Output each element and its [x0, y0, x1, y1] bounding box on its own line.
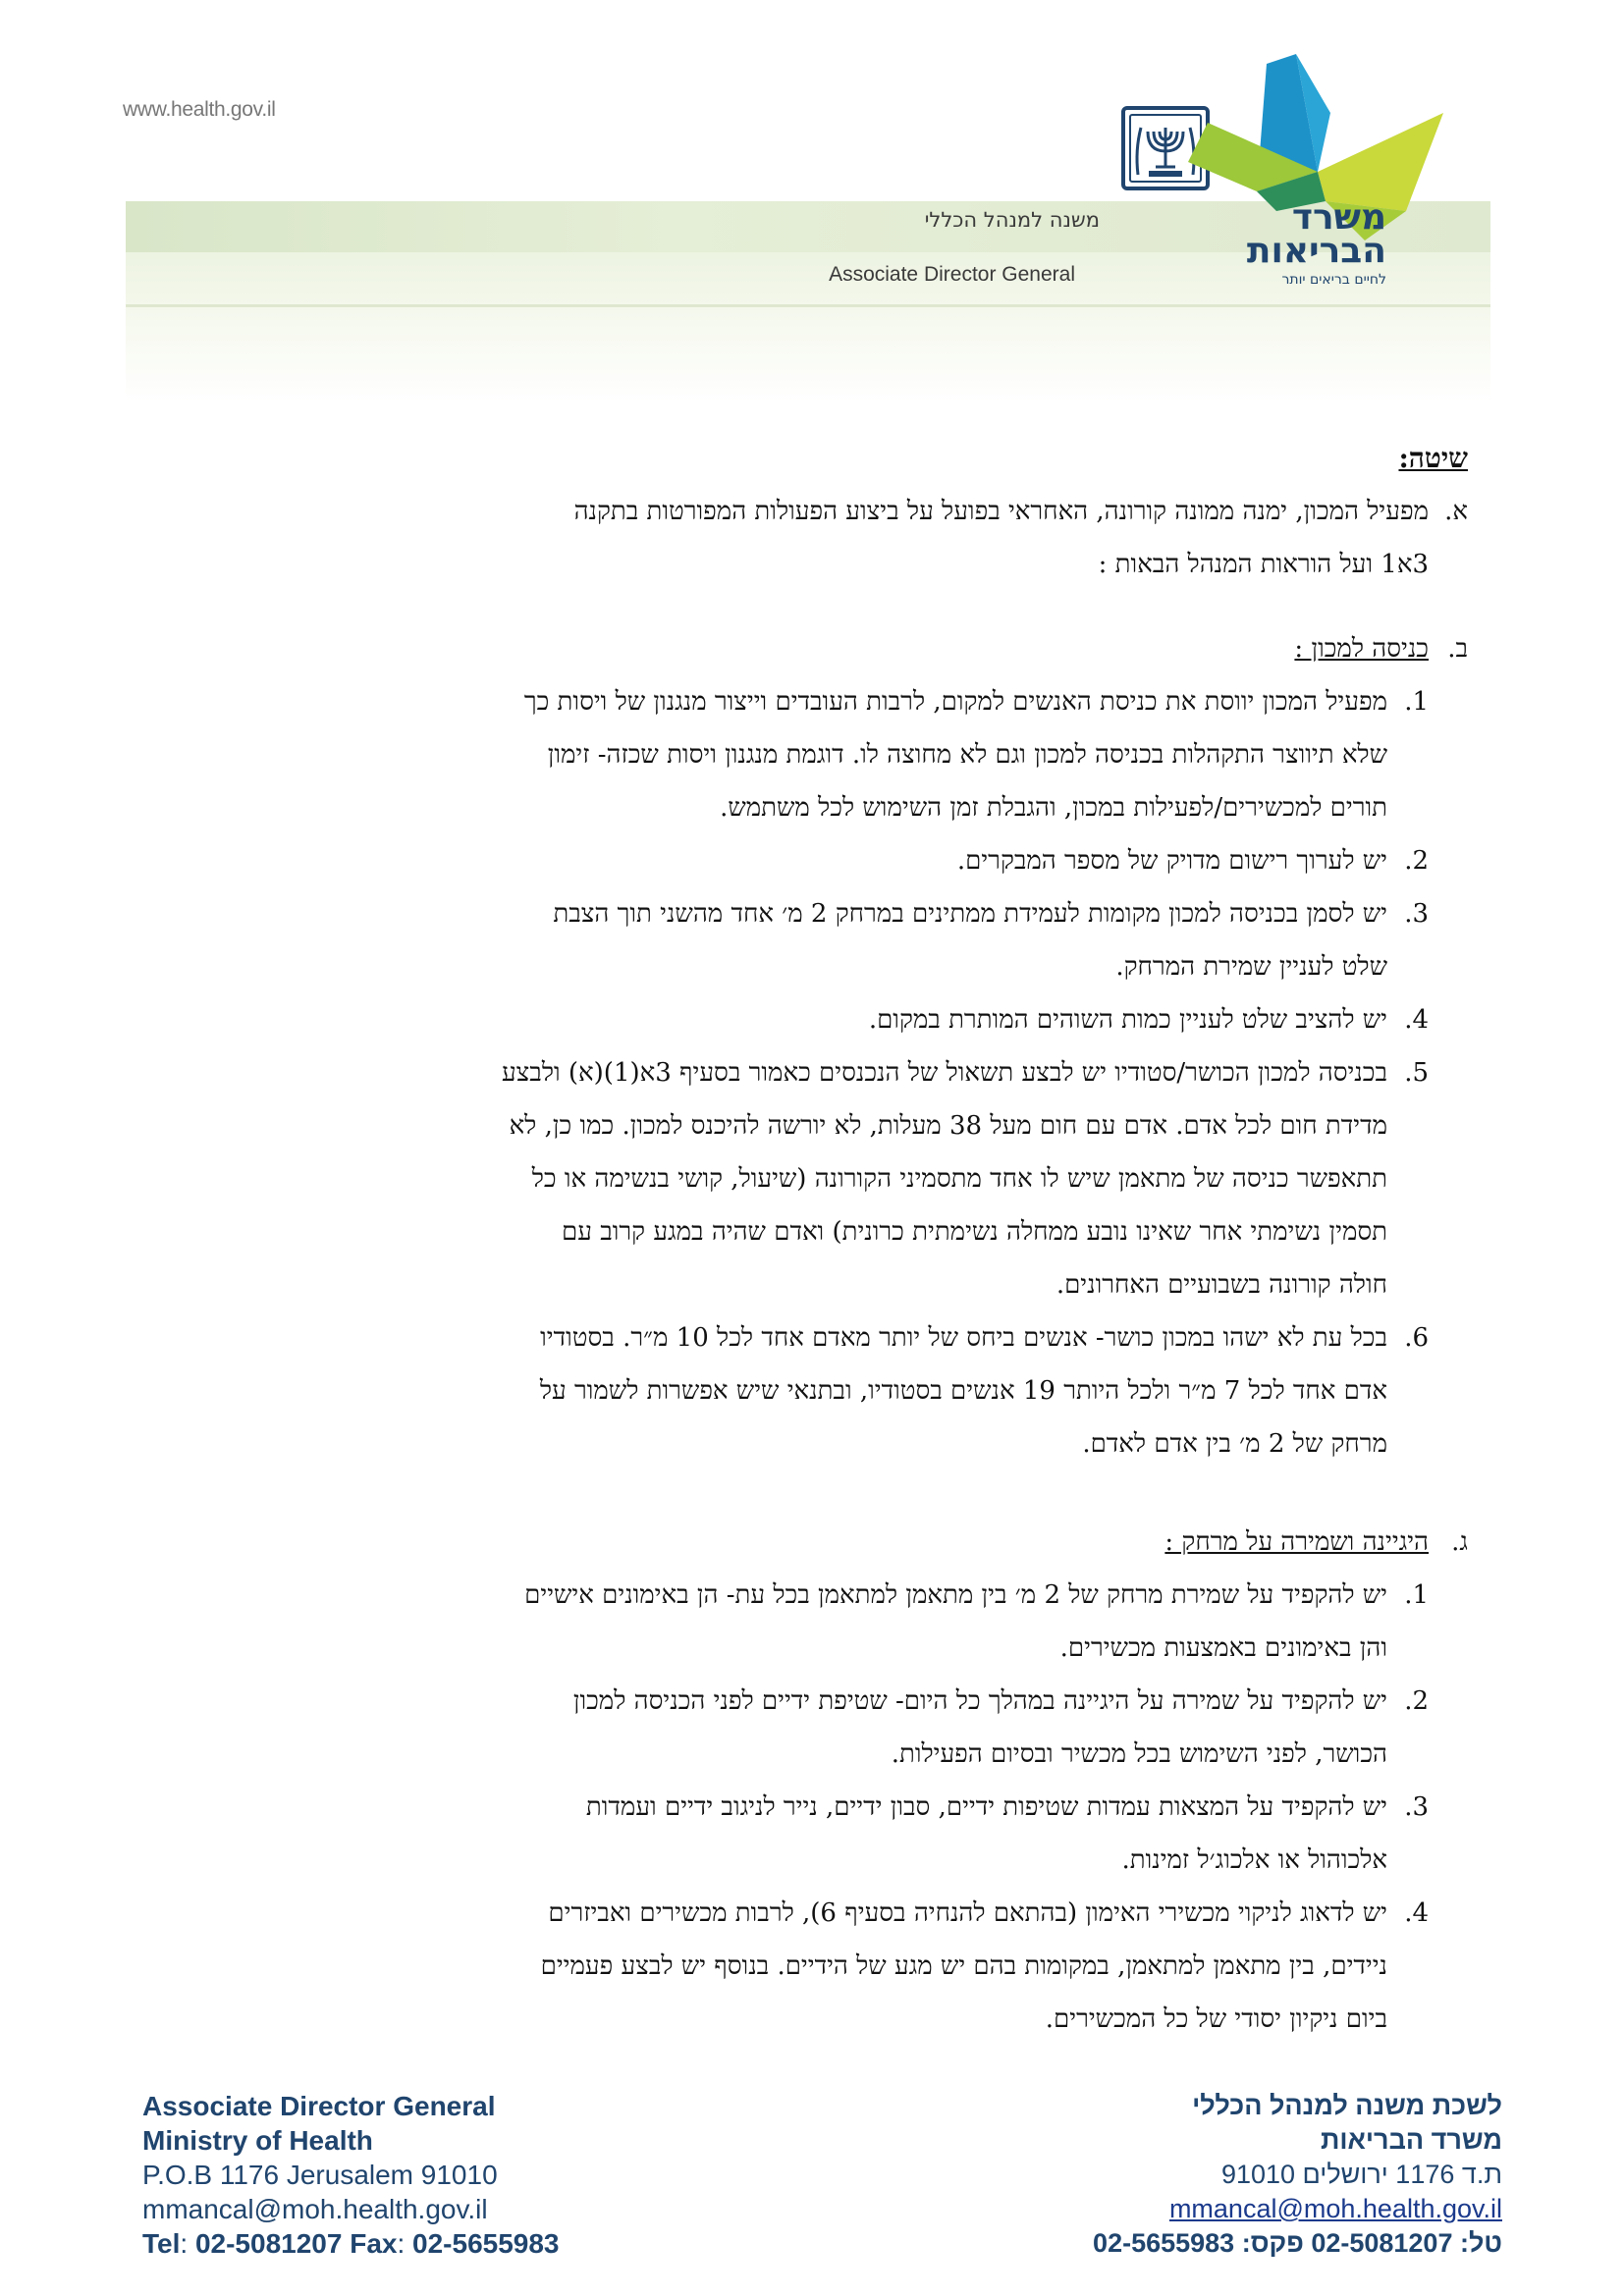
office-subtitle-hebrew: משנה למנהל הכללי: [924, 208, 1100, 232]
list-item-line: אדם אחד לכל 7 מ״ר ולכל היותר 19 אנשים בסטודיו, ובתנאי שיש אפשרות לשמור על: [539, 1376, 1387, 1406]
list-item-number: 3.: [1404, 1792, 1429, 1822]
section-b-heading: כניסה למכון :: [1294, 634, 1429, 664]
section-b-list: [216, 675, 1468, 1470]
list-item-line: יש להציב שלט לעניין כמות השוהים המותרת במקום.: [868, 1005, 1387, 1035]
list-item-number: 1.: [1404, 687, 1429, 717]
list-item-line: ניידים, בין מתאמן למתאמן, במקומות בהם יש מגע של הידיים. בנוסף יש לבצע פעמיים: [540, 1951, 1387, 1981]
list-item: [216, 993, 1468, 1046]
section-c-marker: ג.: [1451, 1527, 1468, 1557]
list-item-line: ביום ניקיון יסודי של כל המכשירים.: [1045, 2004, 1387, 2034]
footer-office-title-he: לשכת משנה למנהל הכללי: [1192, 2091, 1502, 2120]
list-item-line: תתאפשר כניסה של מתאמן שיש לו אחד מתסמיני הקורונה (שיעול, קושי בנשימה או כל: [531, 1164, 1387, 1194]
footer-ministry-name: Ministry of Health: [142, 2125, 373, 2156]
section-a-line: 3א1 ועל הוראות המנהל הבאות :: [1098, 550, 1429, 579]
footer-english: [142, 2089, 692, 2261]
list-item: [216, 1887, 1468, 2046]
list-item: [216, 1569, 1468, 1675]
header-divider: [126, 304, 1490, 307]
list-item-number: 2.: [1404, 846, 1429, 876]
tel-number: 02-5081207: [194, 2228, 343, 2259]
footer-address-he: ת.ד 1176 ירושלים 91010: [1220, 2160, 1502, 2189]
ministry-wordmark-line2: הבריאות: [1246, 231, 1386, 271]
list-item: [216, 1781, 1468, 1887]
method-heading: שיטה:: [1398, 442, 1468, 474]
footer-phone-line: Tel: 02-5081207 Fax: 02-5655983: [142, 2228, 560, 2259]
list-item-number: 4.: [1404, 1898, 1429, 1928]
footer-email-link[interactable]: mmancal@moh.health.gov.il: [1168, 2194, 1502, 2223]
section-b-marker: ב.: [1447, 634, 1468, 664]
fax-number-he: 02-5655983: [1093, 2228, 1235, 2258]
footer-ministry-name-he: משרד הבריאות: [1320, 2125, 1502, 2155]
list-item: [216, 675, 1468, 834]
section-c-heading: היגיינה ושמירה על מרחק :: [1164, 1527, 1429, 1557]
ministry-tagline: לחיים בריאים יותר: [1281, 272, 1386, 288]
footer-address: P.O.B 1176 Jerusalem 91010: [142, 2160, 498, 2190]
section-a-marker: א.: [1444, 497, 1468, 526]
list-item-line: והן באימונים באמצעות מכשירים.: [1059, 1633, 1387, 1663]
section-a-line: מפעיל המכון, ימנה ממונה קורונה, האחראי בפועל על ביצוע הפעולות המפורטות בתקנה: [573, 497, 1429, 526]
document-body: [216, 432, 1468, 2046]
list-item-line: חולה קורונה בשבועיים האחרונים.: [1056, 1270, 1387, 1300]
tel-label: Tel: [142, 2228, 181, 2259]
list-item-line: בכל עת לא ישהו במכון כושר- אנשים ביחס של יותר מאדם אחד לכל 10 מ״ר. בסטודיו: [540, 1323, 1387, 1353]
office-subtitle-english: Associate Director General: [829, 263, 1075, 286]
section-b-heading-row: [216, 622, 1468, 675]
footer-phone-line-he: [1021, 2226, 1502, 2261]
tel-number-he: 02-5081207: [1311, 2228, 1453, 2258]
list-item-number: 5.: [1404, 1058, 1429, 1088]
footer-office-title: Associate Director General: [142, 2091, 496, 2121]
list-item-number: 6.: [1404, 1323, 1429, 1353]
list-item-line: שלט לעניין שמירת המרחק.: [1115, 952, 1387, 982]
list-item-line: יש לדאוג לניקוי מכשירי האימון (בהתאם להנחיה בסעיף 6), לרבות מכשירים ואביזרים: [548, 1898, 1387, 1928]
list-item-line: תסמין נשימתי אחר שאינו נובע ממחלה נשימתית כרונית) ואדם שהיה במגע קרוב עם: [561, 1217, 1387, 1247]
list-item-line: יש להקפיד על שמירה על היגיינה במהלך כל היום- שטיפת ידיים לפני הכניסה למכון: [572, 1686, 1387, 1716]
fax-label-he: פקס:: [1241, 2228, 1304, 2258]
list-item-number: 4.: [1404, 1005, 1429, 1035]
site-url[interactable]: www.health.gov.il: [123, 98, 276, 121]
list-item-number: 3.: [1404, 899, 1429, 929]
list-item-line: בכניסה למכון הכושר/סטודיו יש לבצע תשאול של הנכנסים כאמור בסעיף 3א(1)(א) ולבצע: [501, 1058, 1387, 1088]
fax-number: 02-5655983: [412, 2228, 560, 2259]
list-item-line: יש לסמן בכניסה למכון מקומות לעמידת ממתינים במרחק 2 מ׳ אחד מהשני תוך הצבת: [553, 899, 1387, 929]
tel-label-he: טל:: [1459, 2228, 1502, 2258]
list-item-line: יש להקפיד על שמירת מרחק של 2 מ׳ בין מתאמן למתאמן בכל עת- הן באימונים אישיים: [524, 1580, 1387, 1610]
list-item-line: תורים למכשירים/לפעילות במכון, והגבלת זמן השימוש לכל משתמש.: [720, 793, 1387, 823]
list-item-line: אלכוהול או אלכוג׳ל זמינות.: [1121, 1845, 1387, 1875]
list-item-line: הכושר, לפני השימוש בכל מכשיר ובסיום הפעילות.: [891, 1739, 1387, 1769]
ministry-wordmark: [1190, 197, 1386, 271]
list-item: [216, 1046, 1468, 1311]
section-a: [216, 485, 1468, 591]
section-c-list: [216, 1569, 1468, 2046]
fax-label: Fax: [350, 2228, 398, 2259]
list-item-line: מרחק של 2 מ׳ בין אדם לאדם.: [1082, 1429, 1387, 1459]
list-item-number: 2.: [1404, 1686, 1429, 1716]
list-item-line: מפעיל המכון יווסת את כניסת האנשים למקום, לרבות העובדים וייצור מנגנון של ויסות כך: [523, 687, 1387, 717]
list-item-line: יש להקפיד על המצאות עמדות שטיפות ידיים, סבון ידיים, נייר לניגוב ידיים ועמדות: [585, 1792, 1387, 1822]
list-item-line: מדידת חום לכל אדם. אדם עם חום מעל 38 מעלות, לא יורשה להיכנס למכון. כמו כן, לא: [509, 1111, 1387, 1141]
list-item-line: שלא תיווצר התקהלות בכניסה למכון וגם לא מחוצה לו. דוגמת מנגנון ויסות שכזה- זימון: [547, 740, 1387, 770]
footer-email[interactable]: mmancal@moh.health.gov.il: [142, 2194, 488, 2224]
footer-hebrew: [1021, 2089, 1502, 2261]
list-item: [216, 1675, 1468, 1781]
list-item: [216, 1311, 1468, 1470]
ministry-wordmark-line1: משרד: [1291, 197, 1386, 238]
list-item: [216, 887, 1468, 993]
list-item: [216, 834, 1468, 887]
section-c-heading-row: [216, 1516, 1468, 1569]
list-item-line: יש לערוך רישום מדויק של מספר המבקרים.: [956, 846, 1387, 876]
list-item-number: 1.: [1404, 1580, 1429, 1610]
